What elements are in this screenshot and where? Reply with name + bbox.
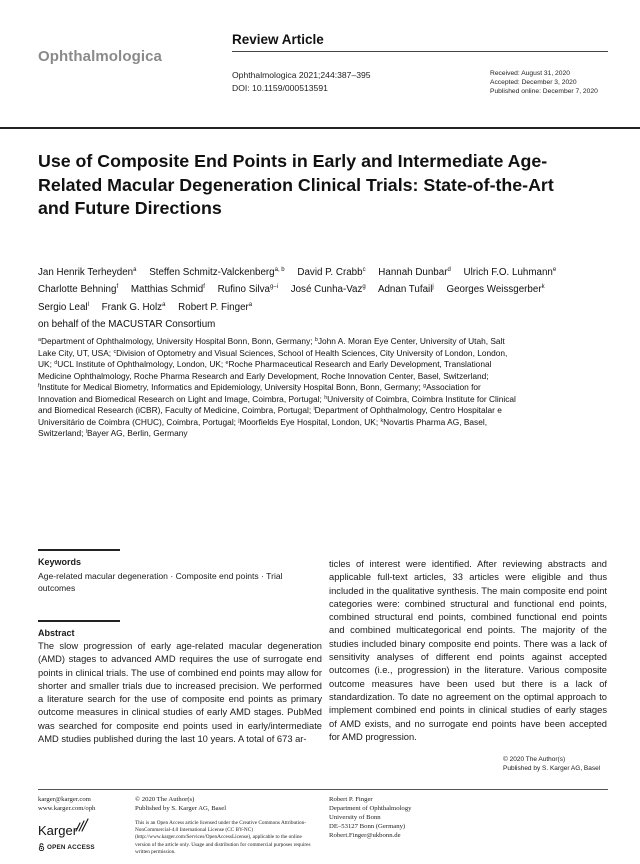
- author-name: Steffen Schmitz-Valckenberg: [149, 267, 275, 278]
- affiliation-sup: k: [380, 417, 384, 424]
- article-type: Review Article: [232, 32, 324, 47]
- dates-block: [490, 69, 598, 97]
- author-name: Ulrich F.O. Luhmann: [463, 267, 553, 278]
- author-affiliation-sup: a, b: [274, 267, 285, 273]
- footer-rule: [38, 789, 608, 790]
- affiliation-text: Division of Optometry and Visual Sciences, School of Health Sciences, City University of London, London, UK;: [38, 347, 508, 370]
- doi-link[interactable]: DOI: 10.1159/000513591: [232, 82, 328, 93]
- author-list: [38, 264, 598, 333]
- karger-logo: Karger: [38, 823, 78, 838]
- author: [297, 267, 365, 278]
- citation-block: [232, 69, 371, 94]
- author: [38, 284, 118, 295]
- author-affiliation-sup: e: [552, 267, 557, 273]
- citation: Ophthalmologica 2021;244:387–395: [232, 70, 371, 80]
- author-name: Jan Henrik Terheyden: [38, 267, 134, 278]
- author: [378, 284, 434, 295]
- publisher-email[interactable]: karger@karger.com: [38, 796, 91, 803]
- author: [378, 267, 451, 278]
- affiliation-sup: d: [54, 360, 58, 367]
- footer-publisher-name: Published by S. Karger AG, Basel: [135, 805, 227, 812]
- corr-city: DE–53127 Bonn (Germany): [329, 823, 406, 830]
- author: [218, 284, 278, 295]
- author: [291, 284, 366, 295]
- author-name: David P. Crabb: [297, 267, 363, 278]
- author-affiliation-sup: f: [203, 284, 205, 291]
- footer-copyright: © 2020 The Author(s): [135, 796, 195, 803]
- affiliation-sup: i: [313, 406, 315, 413]
- journal-name: Ophthalmologica: [38, 48, 163, 65]
- corr-univ: University of Bonn: [329, 814, 381, 821]
- affiliation-sup: c: [113, 348, 117, 355]
- abstract-copyright: [503, 755, 600, 774]
- affiliation-text: University of Coimbra, Coimbra Institute for Clinical and Biomedical Research (iCBR), Faculty of Medicine, Coimbra, Portugal;: [38, 393, 516, 416]
- open-access-label: OPEN ACCESS: [47, 843, 95, 851]
- author-affiliation-sup: l: [87, 301, 89, 308]
- affiliation-sup: g: [423, 383, 427, 390]
- affiliation-sup: b: [314, 337, 318, 343]
- title-rule: [0, 127, 640, 129]
- author-affiliation-sup: c: [362, 267, 366, 273]
- open-access-lock-icon: [38, 843, 45, 851]
- affiliation-text: Association for Innovation and Biomedical Research on Light and Image, Coimbra, Portugal;: [38, 382, 481, 404]
- author: [38, 267, 136, 278]
- author-name: Rufino Silva: [217, 284, 270, 296]
- author-affiliation-sup: g–i: [269, 284, 278, 291]
- author: [131, 284, 205, 295]
- header-rule: [232, 51, 608, 52]
- author-name: Robert P. Finger: [178, 301, 249, 313]
- open-access-badge: [38, 843, 95, 851]
- corr-dept: Department of Ophthalmology: [329, 805, 412, 812]
- affiliation-text: Bayer AG, Berlin, Germany: [86, 428, 188, 439]
- author-affiliation-sup: k: [541, 284, 545, 291]
- consortium: on behalf of the MACUSTAR Consortium: [38, 318, 216, 330]
- received-date: Received: August 31, 2020: [490, 70, 570, 77]
- affiliation-sup: l: [85, 429, 87, 436]
- author-affiliation-sup: a: [248, 301, 253, 308]
- affiliation-text: Department of Ophthalmology, Centro Hospitalar e Universitário de Coimbra (CHUC), Coimbra, Portugal;: [38, 405, 502, 427]
- publisher-line: Published by S. Karger AG, Basel: [503, 765, 601, 773]
- affiliation-text: John A. Moran Eye Center, University of Utah, Salt Lake City, UT, USA;: [38, 336, 505, 358]
- author: [102, 302, 166, 313]
- author: [38, 302, 89, 313]
- abstract-text-right: ticles of interest were identified. After reviewing abstracts and applicable full-text articles, 33 articles were eligible and thus included in the qualitative synthesis. The main composite end point categories were: combined structural and functional end points, combined structural end points, combined functional end points and combined multicategorical end points. The majority of the studies included binary composite end points. There was a lack of sensitivity analyses of different end points against accepted outcomes (i.e., progression) in the literature. Various composite outcome measures have been used but there is a lack of standardization. To date no agreement on the optimal approach to implement combined end points in clinical studies of early stages of AMD exists, and no surrogate end points have been accepted for AMD progression.: [329, 559, 607, 742]
- corr-email[interactable]: Robert.Finger@ukbonn.de: [329, 832, 401, 839]
- keywords-text: Age-related macular degeneration · Composite end points · Trial outcomes: [38, 571, 283, 594]
- abstract-rule: [38, 620, 120, 622]
- author-name: Frank G. Holz: [101, 301, 163, 313]
- affiliation-text: Moorfields Eye Hospital, London, UK;: [239, 416, 381, 427]
- author-name: Adnan Tufail: [377, 284, 433, 296]
- author: [178, 302, 252, 313]
- author-affiliation-sup: j: [432, 284, 434, 291]
- publisher-contact: [38, 795, 95, 813]
- author-name: Sergio Leal: [38, 301, 88, 313]
- author-affiliation-sup: a: [162, 301, 166, 308]
- affiliation-sup: a: [38, 337, 41, 343]
- karger-logo-icon: [74, 818, 90, 832]
- author-affiliation-sup: a: [133, 267, 137, 273]
- affiliation-sup: e: [225, 360, 229, 367]
- publisher-website[interactable]: www.karger.com/oph: [38, 805, 96, 812]
- author-name: Georges Weissgerber: [446, 284, 542, 296]
- affiliation-text: Department of Ophthalmology, University Hospital Bonn, Bonn, Germany;: [40, 336, 315, 346]
- abstract-heading: Abstract: [38, 628, 75, 638]
- author-name: Hannah Dunbar: [378, 267, 448, 278]
- keywords-rule: [38, 549, 120, 551]
- affiliation-text: Institute for Medical Biometry, Informatics and Epidemiology, University Hospital Bonn, Bonn, Germany;: [39, 382, 424, 393]
- author: [464, 267, 557, 278]
- affiliation-sup: f: [38, 383, 40, 390]
- affiliation-sup: j: [238, 417, 240, 424]
- affiliation-text: UCL Institute of Ophthalmology, London, UK;: [57, 359, 226, 370]
- correspondence: [329, 795, 411, 840]
- affiliation-sup: h: [324, 394, 328, 401]
- footer-publisher: [135, 795, 226, 813]
- author-name: José Cunha-Vaz: [290, 284, 363, 296]
- copyright-line: © 2020 The Author(s): [503, 756, 566, 763]
- article-title: Use of Composite End Points in Early and Intermediate Age-Related Macular Degeneration Clinical Trials: State-of-the-Art and Future Directions: [38, 151, 554, 219]
- keywords-heading: Keywords: [38, 557, 82, 567]
- accepted-date: Accepted: December 3, 2020: [490, 79, 577, 87]
- author-name: Charlotte Behning: [38, 284, 117, 296]
- affiliation-text: Novartis Pharma AG, Basel, Switzerland;: [38, 416, 488, 439]
- license-text: This is an Open Access article licensed under the Creative Commons Attribution-NonCommercial-4.0 International License (CC BY-NC) (http://www.karger.com/Services/OpenAccessLicense), applicable to the online version of the article only. Usage and distribution for commercial purposes requires written permission.: [135, 820, 311, 855]
- affiliations: [38, 336, 520, 440]
- author-affiliation-sup: f: [116, 284, 119, 291]
- published-date: Published online: December 7, 2020: [490, 88, 598, 96]
- author: [446, 284, 544, 295]
- author-affiliation-sup: g: [362, 284, 366, 291]
- affiliation-text: Roche Pharmaceutical Research and Early Development, Translational Medicine Ophthalmology, Roche Pharma Research and Early Development, Roche Innovation Center, Basel, Switzerland;: [38, 359, 492, 381]
- author-affiliation-sup: d: [447, 267, 451, 273]
- corr-name: Robert P. Finger: [329, 796, 373, 803]
- author: [149, 267, 284, 278]
- abstract-text-left: The slow progression of early age-related macular degeneration (AMD) stages to advanced AMD requires the use of surrogate end points in clinical trials. The use of combined end points may allow for shorter and smaller trials due to increased precision. We performed a literature search for the use of composite end points as primary outcome measures in clinical studies of early AMD stages. PubMed was searched for composite end points used in early/intermediate AMD studies published during the last 10 years. A total of 673 ar-: [38, 641, 322, 745]
- author-name: Matthias Schmid: [130, 284, 204, 296]
